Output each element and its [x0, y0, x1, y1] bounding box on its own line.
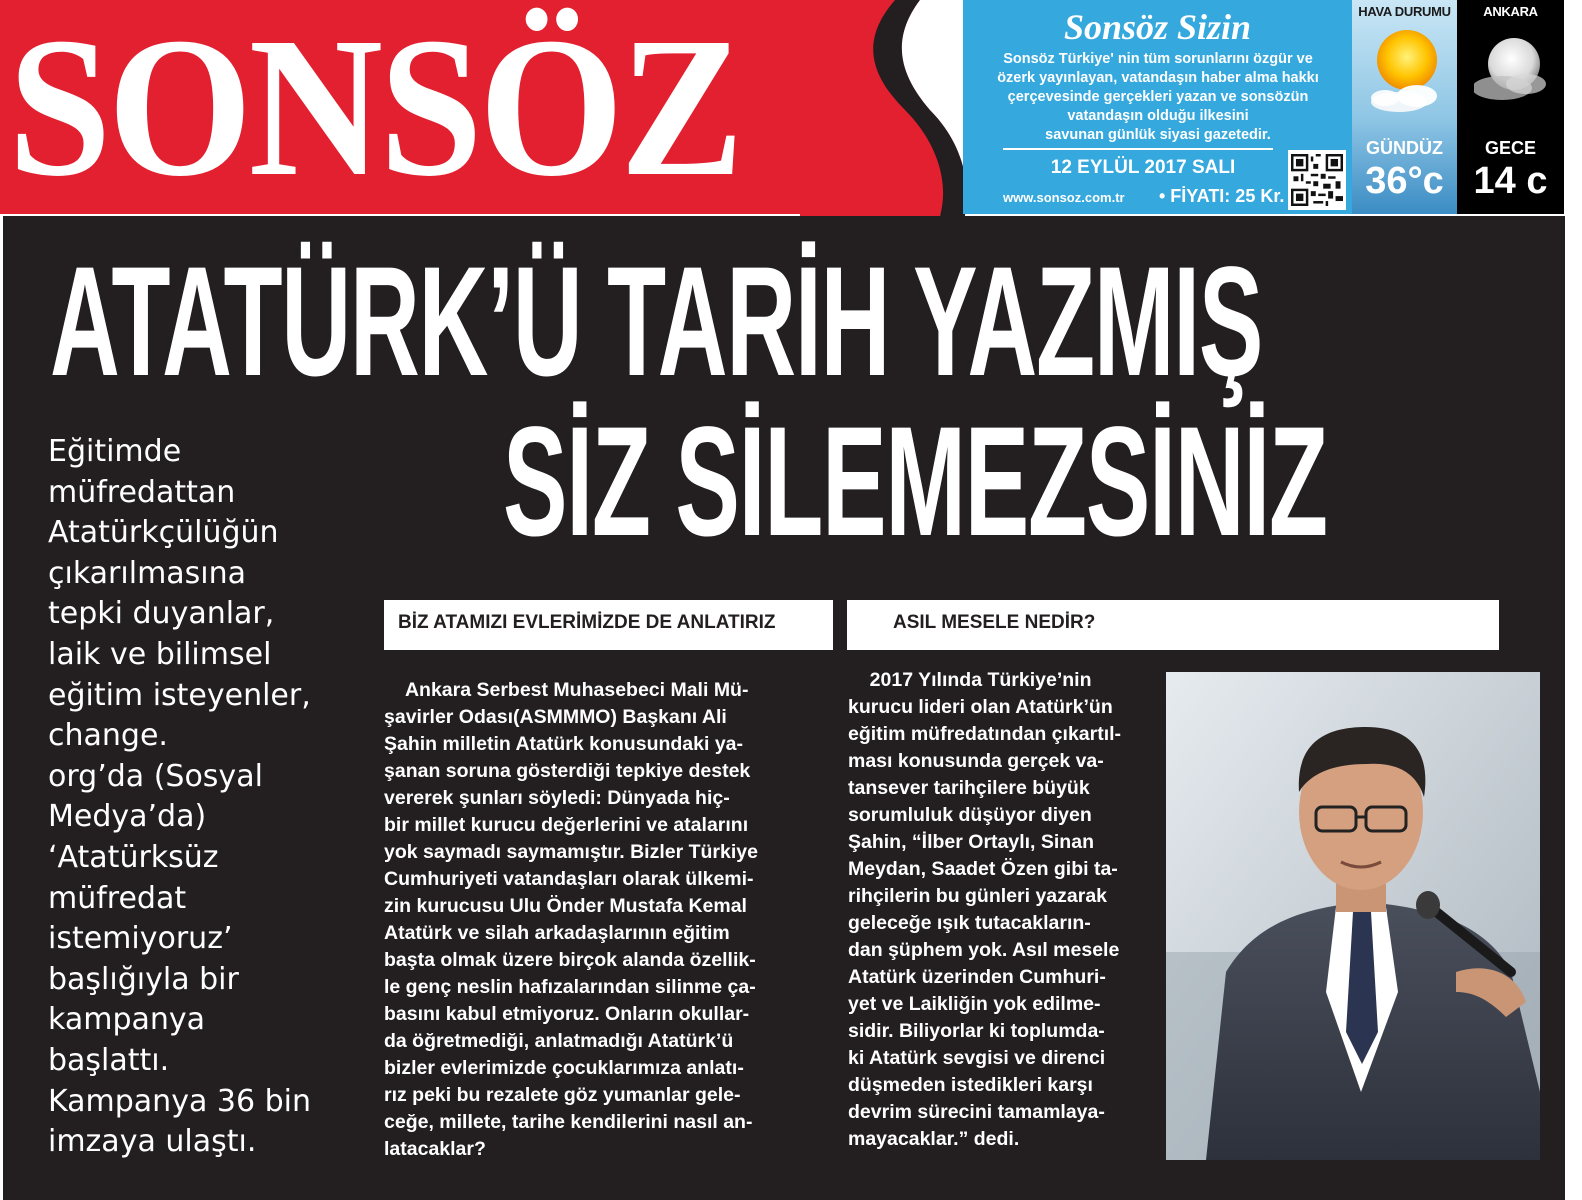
article-line: Şahin, “İlber Ortaylı, Sinan — [848, 831, 1094, 853]
article-line: Atatürk ve silah arkadaşlarının eğitim — [384, 922, 730, 944]
info-box — [963, 0, 1352, 214]
sidebar-line: çıkarılmasına — [48, 555, 247, 591]
weather-title: HAVA DURUMU — [1358, 4, 1451, 19]
subheading-right: ASIL MESELE NEDİR? — [847, 600, 1499, 650]
newspaper-logo: SONSÖZ — [8, 0, 741, 214]
sidebar-line: Atatürkçülüğün — [48, 515, 279, 551]
article-line: da öğretmediği, anlatmadığı Atatürk’ü — [384, 1030, 734, 1052]
info-title: Sonsöz Sizin — [1063, 7, 1252, 47]
moon-cloud-icon — [1474, 22, 1546, 122]
article-line: ması konusunda gerçek va- — [848, 750, 1104, 772]
article-line: latacaklar? — [384, 1138, 486, 1160]
price-label: • FİYATI: 25 Kr. — [1159, 186, 1285, 206]
info-line: özerk yayınlayan, vatandaşın haber alma hakkı — [997, 70, 1319, 86]
sidebar-line: müfredattan — [48, 474, 236, 510]
info-line: savunan günlük siyasi gazetedir. — [1045, 127, 1271, 143]
article-line: rız peki bu rezalete göz yumanlar gele- — [384, 1084, 741, 1106]
info-line: vatandaşın olduğu ilkesini — [1067, 108, 1249, 124]
article-left-body — [384, 677, 804, 1163]
weather-night-panel — [1457, 0, 1564, 214]
sidebar-line: imzaya ulaştı. — [48, 1124, 257, 1160]
article-line: Ankara Serbest Muhasebeci Mali Mü- — [384, 679, 749, 701]
speaker-photo — [1166, 672, 1540, 1160]
night-temperature: 14 c — [1473, 160, 1548, 202]
sidebar-line: başlattı. — [48, 1042, 170, 1078]
subheading-left: BİZ ATAMIZI EVLERİMİZDE DE ANLATIRIZ — [384, 600, 833, 650]
article-line: Atatürk üzerinden Cumhuri- — [848, 966, 1106, 988]
sidebar-line: Medya’da) — [48, 799, 207, 835]
website-link[interactable]: www.sonsoz.com.tr — [1003, 190, 1125, 205]
masthead — [0, 0, 1582, 216]
article-line: Şahin milletin Atatürk konusundaki ya- — [384, 733, 744, 755]
article-line: vererek şunları söyledi: Dünyada hiç- — [384, 787, 730, 809]
article-line: kurucu lideri olan Atatürk’ün — [848, 696, 1113, 718]
day-temperature: 36°c — [1365, 160, 1444, 202]
sidebar-line: eğitim isteyenler, — [48, 677, 311, 713]
sidebar-summary — [48, 432, 368, 1163]
article-line: düşmeden istedikleri karşı — [848, 1074, 1093, 1096]
article-line: zin kurucusu Ulu Önder Mustafa Kemal — [384, 895, 747, 917]
article-line: yok saymadı saymamıştır. Bizler Türkiye — [384, 841, 758, 863]
article-line: le genç neslin hafızalarından silinme ça- — [384, 976, 756, 998]
article-line: tansever tarihçilere büyük — [848, 777, 1090, 799]
article-line: devrim sürecini tamamlaya- — [848, 1101, 1105, 1123]
night-label: GECE — [1484, 138, 1536, 158]
article-right-body — [848, 667, 1158, 1153]
article-line: başta olmak üzere birçok alanda özellik- — [384, 949, 756, 971]
sidebar-line: laik ve bilimsel — [48, 636, 272, 672]
article-line: geleceğe ışık tutacakların- — [848, 912, 1091, 934]
article-line: sorumluluk düşüyor diyen — [848, 804, 1092, 826]
logo-swoosh-graphic — [800, 0, 970, 216]
article-line: bizler evlerimizde çocuklarımıza anlatı- — [384, 1057, 744, 1079]
article-line: ceğe, millete, tarihe kendilerini nasıl an- — [384, 1111, 753, 1133]
article-line: dan şüphem yok. Asıl mesele — [848, 939, 1120, 961]
article-line: Meydan, Saadet Özen gibi ta- — [848, 858, 1118, 880]
sidebar-line: change. — [48, 718, 168, 754]
article-line: bir millet kurucu değerlerini ve atalarını — [384, 814, 749, 836]
article-line: rihçilerin bu günleri yazarak — [848, 885, 1108, 907]
article-line: eğitim müfredatından çıkartıl- — [848, 723, 1122, 745]
sidebar-line: org’da (Sosyal — [48, 758, 263, 794]
day-label: GÜNDÜZ — [1366, 138, 1443, 158]
city-name: ANKARA — [1483, 4, 1538, 19]
info-line: çerçevesinde gerçekleri yazan ve sonsözün — [1007, 89, 1309, 105]
issue-date: 12 EYLÜL 2017 SALI — [1050, 157, 1236, 178]
sidebar-line: istemiyoruz’ — [48, 921, 233, 957]
headline-line-1: ATATÜRK’Ü TARİH YAZMIŞ — [50, 235, 1263, 409]
sidebar-line: kampanya — [48, 1002, 206, 1038]
info-line: Sonsöz Türkiye' nin tüm sorunlarını özgür ve — [1003, 51, 1313, 67]
sidebar-line: tepki duyanlar, — [48, 596, 275, 632]
article-line: yet ve Laikliğin yok edilme- — [848, 993, 1101, 1015]
article-line: basını kabul etmiyoruz. Onların okullar- — [384, 1003, 750, 1025]
headline-line-2: SİZ SİLEMEZSİNİZ — [503, 395, 1327, 569]
sidebar-line: Eğitimde — [48, 434, 182, 469]
info-description — [993, 50, 1323, 145]
article-line: mayacaklar.” dedi. — [848, 1128, 1020, 1150]
article-line: Cumhuriyeti vatandaşları olarak ülkemi- — [384, 868, 754, 890]
sidebar-line: müfredat — [48, 880, 187, 916]
weather-day-panel — [1352, 0, 1457, 214]
article-line: şavirler Odası(ASMMMO) Başkanı Ali — [384, 706, 727, 728]
sidebar-line: ‘Atatürksüz — [48, 839, 219, 875]
article-line: ki Atatürk sevgisi ve direnci — [848, 1047, 1106, 1069]
article-line: şanan soruna gösterdiği tepkiye destek — [384, 760, 751, 782]
sidebar-line: Kampanya 36 bin — [48, 1083, 311, 1119]
info-divider — [1003, 148, 1273, 150]
sun-cloud-icon — [1369, 22, 1441, 122]
qr-code-icon — [1288, 150, 1346, 210]
page-margin — [1565, 216, 1582, 1200]
sidebar-line: başlığıyla bir — [48, 961, 239, 997]
article-line: 2017 Yılında Türkiye’nin — [848, 669, 1092, 691]
article-line: sidir. Biliyorlar ki toplumda- — [848, 1020, 1105, 1042]
